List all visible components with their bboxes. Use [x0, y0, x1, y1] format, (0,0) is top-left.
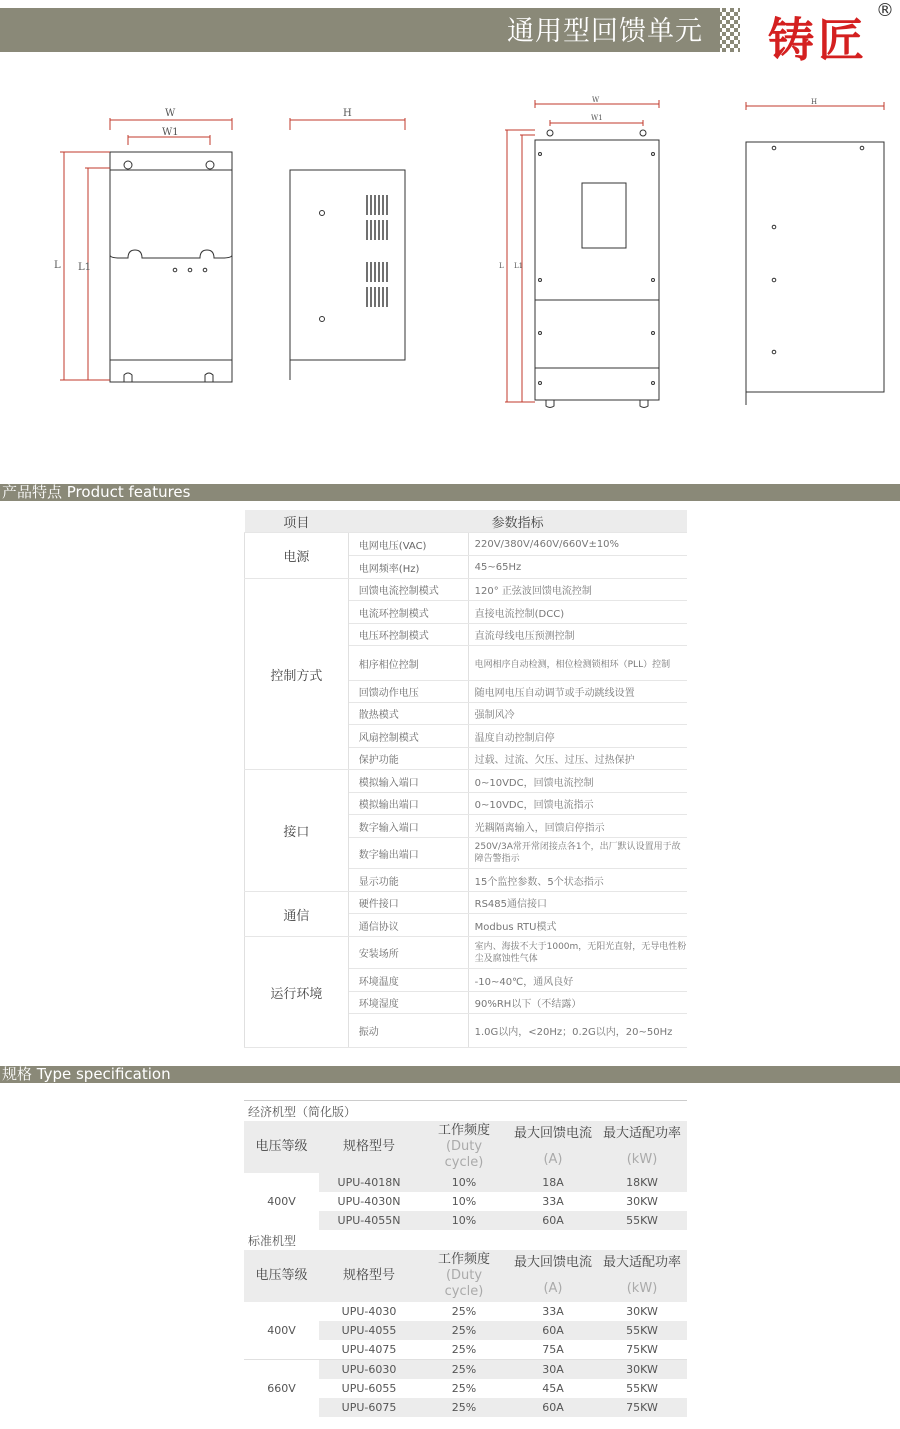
feature-value: 15个监控参数、5个状态指示: [468, 869, 687, 892]
feature-label: 散热模式: [348, 703, 468, 725]
feature-group-control: 控制方式: [245, 579, 349, 770]
feature-value: 室内、海拔不大于1000m，无阳光直射，无导电性粉尘及腐蚀性气体: [468, 937, 687, 969]
duty-cell: 25%: [451, 1382, 477, 1395]
brand-logo: 铸匠: [768, 13, 868, 67]
registered-mark: ®: [876, 0, 894, 21]
dim-h-label: H: [343, 108, 352, 119]
header-current-unit: (A): [543, 1281, 563, 1296]
spec-table: [244, 1100, 687, 1417]
power-cell: 75KW: [597, 1398, 687, 1417]
model-cell: UPU-6075: [319, 1398, 419, 1417]
feature-value: 250V/3A常开常闭接点各1个，出厂默认设置用于故障告警指示: [468, 838, 687, 869]
dim-h-label-2: H: [811, 98, 818, 106]
voltage-cell: 400V: [267, 1195, 296, 1208]
feature-label: 相序相位控制: [348, 646, 468, 681]
feature-label: 模拟输入端口: [348, 770, 468, 793]
model-cell: UPU-4018N: [319, 1173, 419, 1192]
feature-label: 电压环控制模式: [348, 624, 468, 646]
feature-label: 模拟输出端口: [348, 793, 468, 815]
header-voltage: 电压等级: [244, 1121, 319, 1173]
features-table: [244, 510, 687, 1048]
header-duty-en: (Duty cycle): [444, 1268, 484, 1299]
feature-label: 显示功能: [348, 869, 468, 892]
feature-label: 保护功能: [348, 748, 468, 770]
feature-value: Modbus RTU模式: [468, 914, 687, 937]
feature-value: 45~65Hz: [468, 556, 687, 579]
feature-value: 过载、过流、欠压、过压、过热保护: [468, 748, 687, 770]
feature-label: 数字输出端口: [348, 838, 468, 869]
header-power: 最大适配功率: [602, 1255, 681, 1270]
model-cell: UPU-4030N: [337, 1195, 401, 1208]
voltage-cell: 400V: [267, 1324, 296, 1337]
header-model: 规格型号: [319, 1121, 419, 1173]
feature-value: 温度自动控制启停: [468, 725, 687, 748]
power-cell: 30KW: [626, 1195, 658, 1208]
feature-value: 90%RH以下（不结露）: [468, 992, 687, 1014]
header-duty: 工作频度: [437, 1252, 490, 1267]
spec-section-title: 规格 Type specification: [2, 1065, 171, 1083]
header-duty-en: (Duty cycle): [444, 1139, 484, 1170]
dim-l-label-2: L: [499, 262, 504, 270]
features-col-item: 项目: [245, 510, 349, 533]
model-cell: UPU-4055N: [319, 1211, 419, 1230]
feature-label: 环境湿度: [348, 992, 468, 1014]
current-cell: 33A: [542, 1195, 564, 1208]
feature-value: RS485通信接口: [468, 892, 687, 914]
current-cell: 60A: [509, 1398, 597, 1417]
feature-label: 硬件接口: [348, 892, 468, 914]
feature-value: 光耦隔离输入，回馈启停指示: [468, 815, 687, 838]
duty-cell: 25%: [451, 1305, 477, 1318]
power-cell: 55KW: [597, 1211, 687, 1230]
feature-label: 通信协议: [348, 914, 468, 937]
power-cell: 18KW: [597, 1173, 687, 1192]
header-model: 规格型号: [319, 1250, 419, 1302]
dim-l1-label-2: L1: [514, 262, 524, 270]
header-duty: 工作频度: [437, 1123, 490, 1138]
feature-group-interface: 接口: [245, 770, 349, 892]
voltage-cell: 660V: [244, 1360, 319, 1418]
header-voltage: 电压等级: [244, 1250, 319, 1302]
feature-value: 1.0G以内，<20Hz；0.2G以内，20~50Hz: [468, 1014, 687, 1048]
model-cell: UPU-6030: [319, 1360, 419, 1380]
power-cell: 75KW: [626, 1343, 658, 1356]
dimension-drawings: [0, 90, 900, 420]
dim-w-label-2: W: [592, 96, 600, 104]
current-cell: 30A: [509, 1360, 597, 1380]
feature-group-power: 电源: [245, 533, 349, 579]
feature-group-environment: 运行环境: [245, 937, 349, 1048]
duty-cell: 25%: [451, 1343, 477, 1356]
duty-cell: 25%: [419, 1398, 509, 1417]
feature-label: 电网频率(Hz): [348, 556, 468, 579]
header-current-unit: (A): [543, 1152, 563, 1167]
current-cell: 60A: [509, 1321, 597, 1340]
current-cell: 33A: [542, 1305, 564, 1318]
feature-value: 0~10VDC，回馈电流控制: [468, 770, 687, 793]
header-power: 最大适配功率: [602, 1126, 681, 1141]
feature-label: 环境温度: [348, 969, 468, 992]
current-cell: 45A: [542, 1382, 564, 1395]
drawing-4-side: [746, 142, 884, 405]
feature-value: 直接电流控制(DCC): [468, 601, 687, 624]
feature-value: 直流母线电压预测控制: [468, 624, 687, 646]
duty-cell: 10%: [419, 1173, 509, 1192]
feature-value: 0~10VDC，回馈电流指示: [468, 793, 687, 815]
features-col-param: 参数指标: [348, 510, 687, 533]
power-cell: 55KW: [626, 1382, 658, 1395]
model-cell: UPU-6055: [341, 1382, 397, 1395]
duty-cell: 10%: [451, 1195, 477, 1208]
header-current: 最大回馈电流: [513, 1126, 592, 1141]
feature-label: 回馈动作电压: [348, 681, 468, 703]
current-cell: 60A: [509, 1211, 597, 1230]
feature-label: 电网电压(VAC): [348, 533, 468, 556]
feature-label: 电流环控制模式: [348, 601, 468, 624]
economy-title: 经济机型（简化版）: [244, 1101, 687, 1122]
model-cell: UPU-4055: [319, 1321, 419, 1340]
feature-value: 220V/380V/460V/660V±10%: [468, 533, 687, 556]
features-section-title: 产品特点 Product features: [2, 483, 191, 501]
dim-w-label: W: [165, 108, 176, 119]
feature-label: 风扇控制模式: [348, 725, 468, 748]
dim-w1-label-2: W1: [591, 114, 603, 122]
model-cell: UPU-4030: [341, 1305, 397, 1318]
feature-value: -10~40℃，通风良好: [468, 969, 687, 992]
header-checker-decoration: [718, 8, 740, 52]
feature-group-communication: 通信: [245, 892, 349, 937]
duty-cell: 25%: [419, 1321, 509, 1340]
power-cell: 55KW: [597, 1321, 687, 1340]
page-title: 通用型回馈单元: [507, 16, 703, 47]
feature-label: 安装场所: [348, 937, 468, 969]
standard-title: 标准机型: [248, 1233, 297, 1248]
model-cell: UPU-4075: [341, 1343, 397, 1356]
power-cell: 30KW: [597, 1360, 687, 1380]
drawing-2-side: [290, 170, 405, 380]
header-power-unit: (kW): [626, 1152, 658, 1167]
duty-cell: 10%: [419, 1211, 509, 1230]
drawing-3-front: [535, 130, 659, 408]
feature-label: 振动: [348, 1014, 468, 1048]
feature-value: 电网相序自动检测，相位检测锁相环（PLL）控制: [468, 646, 687, 681]
current-cell: 18A: [509, 1173, 597, 1192]
feature-value: 随电网电压自动调节或手动跳线设置: [468, 681, 687, 703]
header-current: 最大回馈电流: [513, 1255, 592, 1270]
drawing-1-front: [110, 152, 232, 382]
feature-value: 强制风冷: [468, 703, 687, 725]
header-power-unit: (kW): [626, 1281, 658, 1296]
feature-label: 数字输入端口: [348, 815, 468, 838]
feature-label: 回馈电流控制模式: [348, 579, 468, 601]
current-cell: 75A: [542, 1343, 564, 1356]
feature-value: 120° 正弦波回馈电流控制: [468, 579, 687, 601]
dim-l-label: L: [54, 260, 61, 271]
duty-cell: 25%: [419, 1360, 509, 1380]
power-cell: 30KW: [626, 1305, 658, 1318]
dim-w1-label: W1: [162, 127, 179, 138]
dim-l1-label: L1: [78, 262, 92, 273]
